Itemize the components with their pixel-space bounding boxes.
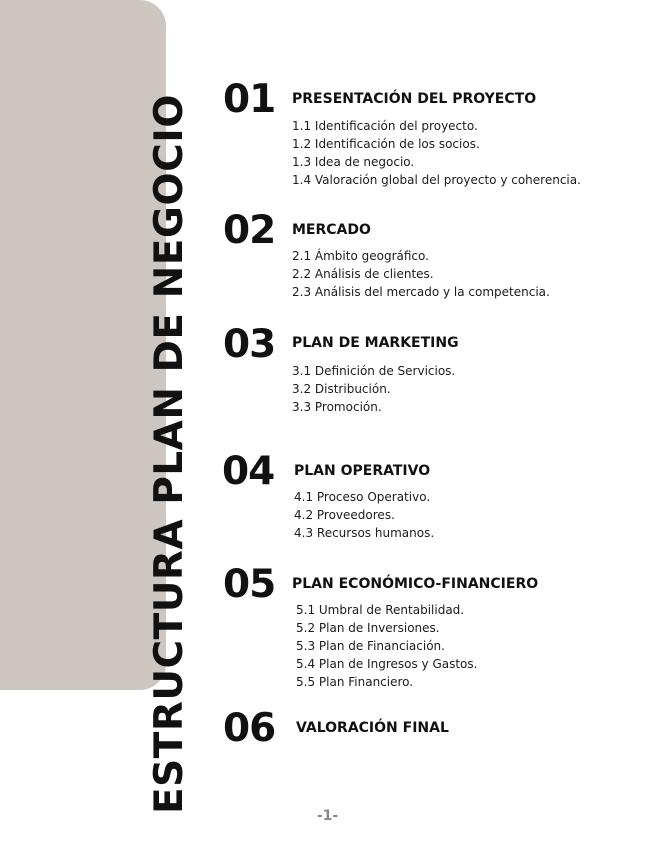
section-items [292, 117, 581, 189]
section-items [292, 362, 455, 416]
section-title: PRESENTACIÓN DEL PROYECTO [292, 91, 537, 107]
section-items [294, 488, 434, 542]
side-panel [0, 0, 166, 690]
list-item: 4.2 Proveedores. [294, 508, 395, 522]
vertical-title-wrapper [148, 34, 192, 814]
section-number: 05 [223, 562, 276, 607]
list-item: 1.3 Idea de negocio. [292, 155, 415, 169]
list-item: 1.4 Valoración global del proyecto y coherencia. [292, 173, 581, 187]
list-item: 4.3 Recursos humanos. [294, 526, 435, 540]
section-title: PLAN OPERATIVO [294, 463, 431, 479]
section-items [296, 601, 477, 691]
list-item: 2.3 Análisis del mercado y la competencia. [292, 285, 550, 299]
list-item: 2.1 Ámbito geográfico. [292, 249, 429, 263]
list-item: 5.5 Plan Financiero. [296, 675, 414, 689]
list-item: 3.3 Promoción. [292, 400, 382, 414]
list-item: 3.1 Definición de Servicios. [292, 364, 456, 378]
page-number: -1- [316, 808, 339, 824]
section-title: PLAN ECONÓMICO-FINANCIERO [292, 576, 539, 592]
section-title: MERCADO [292, 222, 371, 238]
list-item: 5.3 Plan de Financiación. [296, 639, 445, 653]
list-item: 1.1 Identificación del proyecto. [292, 119, 478, 133]
section-number: 03 [223, 322, 276, 367]
list-item: 4.1 Proceso Operativo. [294, 490, 431, 504]
section-title: PLAN DE MARKETING [292, 335, 459, 351]
section-number: 01 [223, 77, 276, 122]
list-item: 2.2 Análisis de clientes. [292, 267, 434, 281]
list-item: 1.2 Identificación de los socios. [292, 137, 480, 151]
section-number: 04 [222, 449, 275, 494]
list-item: 5.1 Umbral de Rentabilidad. [296, 603, 465, 617]
section-items [292, 247, 550, 301]
section-number: 02 [223, 208, 276, 253]
vertical-title: ESTRUCTURA PLAN DE NEGOCIO [147, 94, 192, 814]
list-item: 5.4 Plan de Ingresos y Gastos. [296, 657, 478, 671]
list-item: 5.2 Plan de Inversiones. [296, 621, 440, 635]
section-title: VALORACIÓN FINAL [296, 720, 449, 736]
list-item: 3.2 Distribución. [292, 382, 391, 396]
section-number: 06 [223, 706, 276, 751]
